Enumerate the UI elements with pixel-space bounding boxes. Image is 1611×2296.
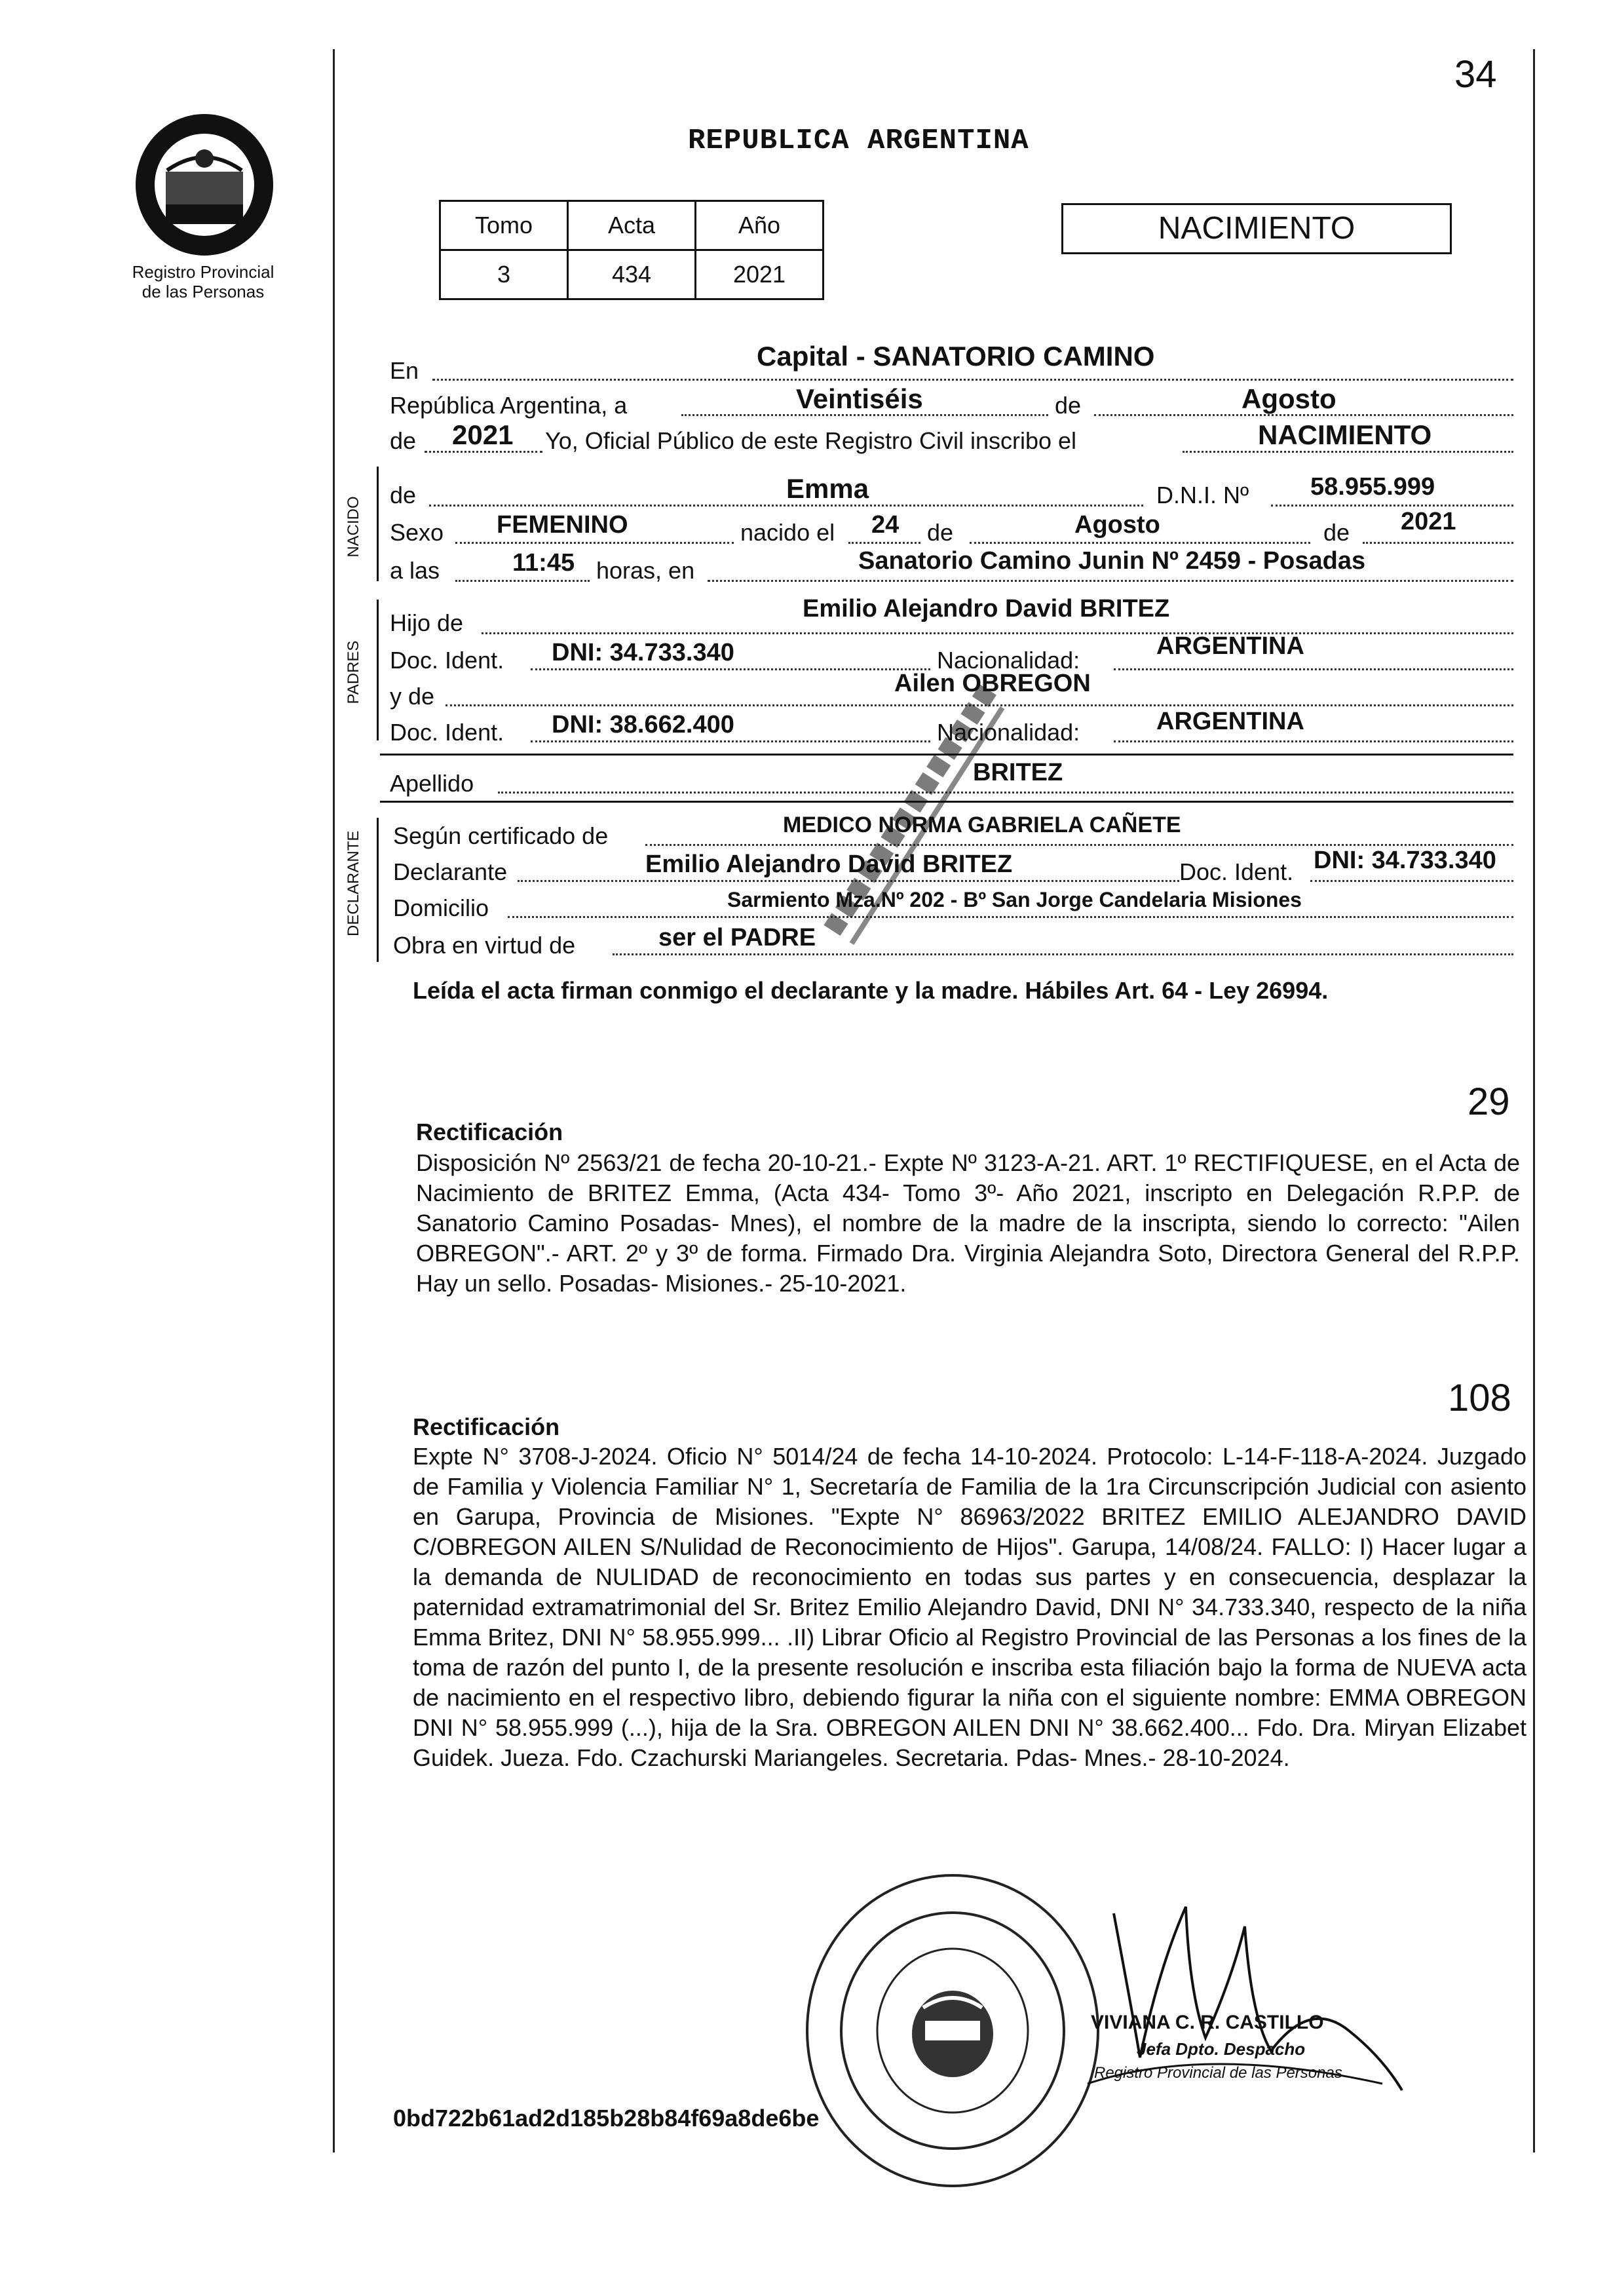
value-sexo: FEMENINO: [497, 511, 628, 539]
value-madre-dni: DNI: 38.662.400: [552, 711, 734, 738]
value-dni: 58.955.999: [1310, 473, 1435, 501]
padres-bracket: [377, 600, 379, 740]
nacido-bracket: [377, 467, 379, 581]
rect2-body: Expte N° 3708-J-2024. Oficio N° 5014/24 de fecha 14-10-2024. Protocolo: L-14-F-118-A-2024. Juzgado de Familia y Violencia Familiar N° 1, Secretaría de Familia de la 1ra Circunscripción Judicial con asiento en Garupa, Provincia de Misiones. "Expte N° 86963/2022 BRITEZ EMILIO ALEJANDRO DAVID C/OBREGON AILEN S/Nulidad de Reconocimiento de Hijos". Garupa, 14/08/24. FALLO: I) Hacer lugar a la demanda de NULIDAD de reconocimiento en todas sus partes y en consecuencia, desplazar la paternidad extramatrimonial del Sr. Britez Emilio Alejandro David, DNI N° 34.733.340, respecto de la niña Emma Britez, DNI N° 58.955.999... .II) Librar Oficio al Registro Provincial de las Personas a los fines de la toma de razón del punto I, de la presente resolución e inscriba esta filiación bajo la forma de NUEVA acta de nacimiento en el respectivo libro, debiendo figurar la niña con el siguiente nombre: EMMA OBREGON DNI N° 58.955.999 (...), hija de la Sra. OBREGON AILEN DNI N° 38.662.400... Fdo. Dra. Miryan Elizabet Guidek. Jueza. Fdo. Czachurski Mariangeles. Secretaria. Pdas- Mnes.- 28-10-2024.: [413, 1443, 1526, 1771]
register-header-acta: Acta: [568, 201, 696, 250]
dots-nac-mes: [970, 542, 1310, 544]
value-medico: MEDICO NORMA GABRIELA CAÑETE: [783, 813, 1181, 837]
page-number: 34: [1454, 53, 1497, 96]
section-label-declarante: DECLARANTE: [345, 830, 362, 936]
rect2-title: Rectificación: [413, 1413, 560, 1440]
dots-hora: [455, 580, 590, 582]
label-hijo-de: Hijo de: [390, 609, 464, 636]
label-de-anio: de: [390, 427, 417, 454]
label-sexo: Sexo: [390, 519, 444, 546]
value-nac-mes: Agosto: [1074, 511, 1160, 539]
dots-padre: [482, 632, 1513, 634]
register-header-tomo: Tomo: [440, 201, 568, 250]
signature-role: Jefa Dpto. Despacho: [1137, 2039, 1306, 2059]
dots-dni: [1271, 505, 1513, 507]
label-doc-ident2: Doc. Ident.: [390, 719, 504, 746]
value-lugar-nac: Sanatorio Camino Junin Nº 2459 - Posadas: [858, 547, 1366, 575]
value-hora: 11:45: [512, 549, 575, 577]
label-doc-ident1: Doc. Ident.: [390, 647, 504, 674]
value-nac-dia: 24: [871, 511, 900, 539]
value-padre-dni: DNI: 34.733.340: [552, 639, 734, 666]
dots-madre-nac: [1114, 740, 1513, 742]
register-value-tomo: 3: [440, 250, 568, 299]
dots-anio: [425, 451, 542, 453]
register-header-row: [440, 201, 824, 250]
label-y-de: y de: [390, 683, 435, 710]
dots-padre-nac: [1114, 668, 1513, 670]
dots-sexo: [455, 542, 734, 544]
register-value-row: [440, 250, 824, 299]
right-margin-line: [1533, 49, 1535, 2152]
logo-caption-line2: de las Personas: [142, 282, 265, 301]
value-nombre: Emma: [786, 473, 869, 504]
label-de-nombre: de: [390, 482, 417, 508]
province-logo: [128, 111, 282, 262]
dots-medico: [645, 844, 1513, 846]
dots-declarante-dni: [1310, 880, 1513, 882]
closing-text: Leída el acta firman conmigo el declarante y la madre. Hábiles Art. 64 - Ley 26994.: [413, 977, 1329, 1004]
label-apellido: Apellido: [390, 770, 474, 797]
declarante-bracket: [377, 818, 379, 962]
value-madre-nac: ARGENTINA: [1156, 708, 1304, 735]
label-nacionalidad1: Nacionalidad:: [937, 647, 1080, 674]
value-declarante: Emilio Alejandro David BRITEZ: [645, 851, 1013, 878]
label-dni: D.N.I. Nº: [1156, 482, 1249, 508]
label-domicilio: Domicilio: [393, 894, 489, 921]
label-declarante: Declarante: [393, 858, 508, 885]
logo-caption: [98, 262, 308, 301]
rect1-title: Rectificación: [416, 1119, 563, 1145]
label-yo: Yo, Oficial Público de este Registro Civil inscribo el: [545, 427, 1077, 454]
label-de-mes2: de: [927, 519, 954, 546]
signature-name: VIVIANA C. R. CASTILLO: [1091, 2012, 1324, 2033]
official-stamp: [806, 1874, 1099, 2187]
header-title: REPUBLICA ARGENTINA: [688, 124, 1029, 157]
label-a-las: a las: [390, 557, 440, 584]
value-lugar: Capital - SANATORIO CAMINO: [757, 341, 1155, 372]
annulled-stamp: [806, 649, 1015, 963]
value-padre: Emilio Alejandro David BRITEZ: [803, 595, 1170, 622]
label-segun: Según certificado de: [393, 822, 609, 849]
value-obra: ser el PADRE: [658, 924, 816, 951]
label-de-mes: de: [1055, 392, 1082, 419]
value-declarante-dni: DNI: 34.733.340: [1314, 847, 1496, 874]
value-domicilio: Sarmiento Mza.Nº 202 - Bº San Jorge Candelaria Misiones: [727, 888, 1302, 911]
value-mes: Agosto: [1241, 383, 1336, 414]
rect1-number: 29: [1468, 1081, 1510, 1123]
dots-nombre: [429, 505, 1143, 507]
register-value-anio: 2021: [696, 250, 824, 299]
section-label-nacido: NACIDO: [345, 496, 362, 558]
label-horas-en: horas, en: [596, 557, 695, 584]
document-hash: 0bd722b61ad2d185b28b84f69a8de6be: [393, 2105, 820, 2132]
label-obra: Obra en virtud de: [393, 932, 576, 959]
dots-acto: [1183, 451, 1513, 453]
label-de-anio2: de: [1323, 519, 1350, 546]
dots-nac-anio: [1363, 542, 1513, 544]
logo-caption-line1: Registro Provincial: [132, 262, 275, 282]
register-value-acta: 434: [568, 250, 696, 299]
value-acto: NACIMIENTO: [1258, 419, 1432, 450]
value-apellido: BRITEZ: [973, 759, 1063, 786]
rect1-body: Disposición Nº 2563/21 de fecha 20-10-21.- Expte Nº 3123-A-21. ART. 1º RECTIFIQUESE, en el Acta de Nacimiento de BRITEZ Emma, (Acta 434- Tomo 3º- Año 2021, inscripto en Delegación R.P.P. de Sanatorio Camino Posadas- Mnes), el nombre de la madre de la inscripta, siendo lo correcto: "Ailen OBREGON".- ART. 2º y 3º de forma. Firmado Dra. Virginia Alejandra Soto, Directora General del R.P.P. Hay un sello. Posadas- Misiones.- 25-10-2021.: [416, 1149, 1520, 1297]
value-padre-nac: ARGENTINA: [1156, 632, 1304, 660]
value-nac-anio: 2021: [1401, 508, 1456, 535]
dots-nac-dia: [848, 542, 920, 544]
register-table: [439, 200, 824, 300]
dots-en: [432, 379, 1513, 381]
label-nacionalidad2: Nacionalidad:: [937, 719, 1080, 746]
left-margin-line: [333, 49, 335, 2152]
value-madre: Ailen OBREGON: [894, 670, 1091, 697]
section-label-padres: PADRES: [345, 640, 362, 704]
register-header-anio: Año: [696, 201, 824, 250]
label-en: En: [390, 357, 419, 384]
signature-org: Registro Provincial de las Personas: [1094, 2064, 1342, 2082]
label-republica: República Argentina, a: [390, 392, 628, 419]
label-doc-ident3: Doc. Ident.: [1179, 858, 1294, 885]
dots-lugar-nac: [708, 580, 1513, 582]
value-dia-letra: Veintiséis: [796, 383, 923, 414]
label-nacido-el: nacido el: [740, 519, 835, 546]
doc-type-box: NACIMIENTO: [1061, 203, 1452, 254]
rect2-number: 108: [1448, 1377, 1511, 1419]
dots-obra: [613, 953, 1513, 955]
value-anio: 2021: [452, 419, 514, 450]
